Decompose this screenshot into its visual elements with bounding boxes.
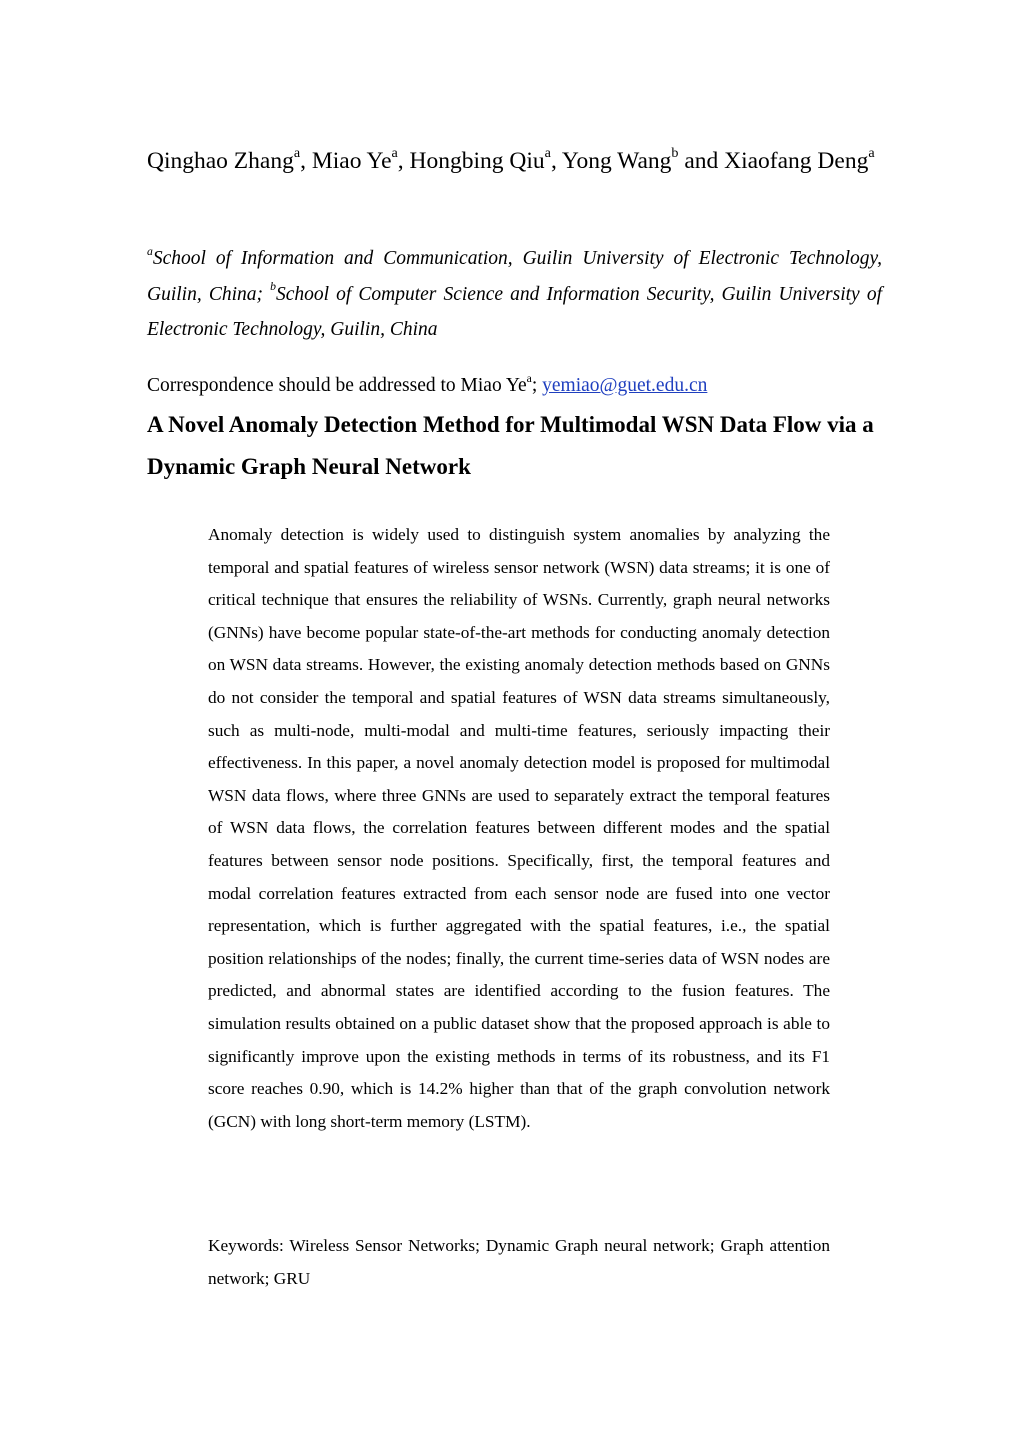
affiliation-b: School of Computer Science and Information Security, Guilin University of Electronic Technology, Guilin, China xyxy=(147,283,882,340)
author-separator: and xyxy=(678,148,725,174)
author-affiliation-mark: b xyxy=(671,145,679,162)
author-affiliation-mark: a xyxy=(544,145,551,162)
author-separator: , xyxy=(550,148,562,174)
author-separator: , xyxy=(397,148,410,174)
paper-title: A Novel Anomaly Detection Method for Multimodal WSN Data Flow via a Dynamic Graph Neural Network xyxy=(147,412,874,479)
author-name: Xiaofang Deng xyxy=(724,148,869,174)
affiliations xyxy=(147,241,882,348)
author-affiliation-mark: a xyxy=(293,145,301,162)
author-separator: , xyxy=(300,148,312,174)
correspondence-separator: ; xyxy=(531,375,543,396)
correspondence-text: Correspondence should be addressed to Miao Ye xyxy=(147,375,527,396)
correspondence-email-link[interactable]: yemiao@guet.edu.cn xyxy=(542,375,708,396)
author-name: Miao Ye xyxy=(311,148,392,174)
affiliation-mark-b: b xyxy=(270,280,276,294)
author-affiliation-mark: a xyxy=(868,145,875,162)
author-name: Qinghao Zhang xyxy=(147,148,294,174)
affiliation-mark-a: a xyxy=(147,244,153,258)
correspondence-mark: a xyxy=(526,371,532,385)
correspondence-line xyxy=(147,371,887,401)
author-name: Hongbing Qiu xyxy=(409,148,545,174)
abstract: Anomaly detection is widely used to distinguish system anomalies by analyzing the temporal and spatial features of wireless sensor network (WSN) data streams; it is one of critical technique that ensures the reliability of WSNs. Currently, graph neural networks (GNNs) have become popular state-of-the-art methods for conducting anomaly detection on WSN data streams. However, the existing anomaly detection methods based on GNNs do not consider the temporal and spatial features of WSN data streams simultaneously, such as multi-node, multi-modal and multi-time features, seriously impacting their effectiveness. In this paper, a novel anomaly detection model is proposed for multimodal WSN data flows, where three GNNs are used to separately extract the temporal features of WSN data flows, the correlation features between different modes and the spatial features between sensor node positions. Specifically, first, the temporal features and modal correlation features extracted from each sensor node are fused into one vector representation, which is further aggregated with the spatial features, i.e., the spatial position relationships of the nodes; finally, the current time-series data of WSN nodes are predicted, and abnormal states are identified according to the fusion features. The simulation results obtained on a public dataset show that the proposed approach is able to significantly improve upon the existing methods in terms of its robustness, and its F1 score reaches 0.90, which is 14.2% higher than that of the graph convolution network (GCN) with long short-term memory (LSTM). xyxy=(208,525,830,1131)
author-name: Yong Wang xyxy=(561,148,672,174)
author-list xyxy=(147,140,880,182)
keywords: Keywords: Wireless Sensor Networks; Dynamic Graph neural network; Graph attention network; GRU xyxy=(208,1236,830,1288)
author-affiliation-mark: a xyxy=(391,145,398,162)
affiliation-a: School of Information and Communication, Guilin University of Electronic Technology, Guilin, China; xyxy=(147,248,882,305)
